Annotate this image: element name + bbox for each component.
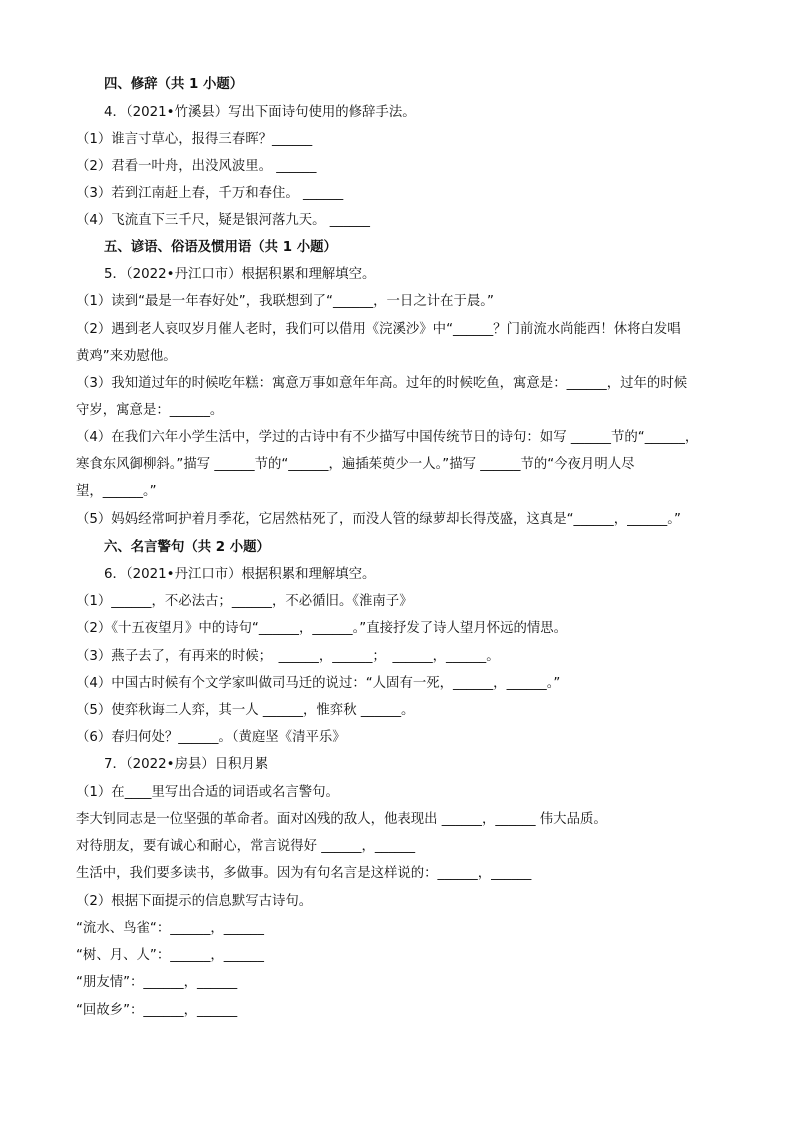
question-5-line-5: （5）妈妈经常呵护着月季花，它居然枯死了，而没人管的绿萝却长得茂盛，这真是“______，______。” [76, 512, 681, 527]
question-6-line-6: （6）春归何处？______。（黄庭坚《清平乐》 [76, 730, 346, 745]
question-7-line-6: “流水、鸟雀“：______，______ [76, 921, 264, 936]
question-4-item-2: （2）君看一叶舟，出没风波里。 ______ [76, 159, 317, 174]
section-heading-proverbs: 五、谚语、俗语及惯用语（共 1 小题） [104, 240, 337, 255]
question-6-line-1: （1）______，不必法古；______，不必循旧。《淮南子》 [76, 594, 413, 609]
question-4-item-3: （3）若到江南赶上春，千万和春住。 ______ [76, 186, 344, 201]
question-6-line-4: （4）中国古时候有个文学家叫做司马迁的说过：“人固有一死，______，______。” [76, 676, 561, 691]
question-5-line-3: （3）我知道过年的时候吃年糕：寓意万事如意年年高。过年的时候吃鱼，寓意是：______，过年的时候 [76, 376, 688, 391]
section-heading-quotes: 六、名言警句（共 2 小题） [104, 540, 270, 555]
question-6-line-2: （2）《十五夜望月》中的诗句“______，______。”直接抒发了诗人望月怀远的情思。 [76, 621, 568, 636]
question-5-line-2-cont: 黄鸡”来劝慰他。 [76, 349, 177, 364]
question-7-line-1: （1）在____里写出合适的词语或名言警句。 [76, 785, 339, 800]
question-6-stem: 6．（2021•丹江口市）根据积累和理解填空。 [104, 567, 376, 582]
question-7-line-7: “树、月、人”：______，______ [76, 948, 264, 963]
question-6-line-3: （3）燕子去了，有再来的时候； ______，______； ______，______。 [76, 649, 500, 664]
question-5-line-1: （1）读到“最是一年春好处”，我联想到了“______，一日之计在于晨。” [76, 294, 494, 309]
question-7-line-2: 李大钊同志是一位坚强的革命者。面对凶残的敌人，他表现出 ______，______ 伟大品质。 [76, 812, 607, 827]
question-4-item-4: （4）飞流直下三千尺，疑是银河落九天。 ______ [76, 213, 370, 228]
question-6-line-5: （5）使弈秋诲二人弈，其一人 ______，惟弈秋 ______。 [76, 703, 415, 718]
question-5-line-4: （4）在我们六年小学生活中，学过的古诗中有不少描写中国传统节日的诗句：如写 ______节的“______， [76, 430, 699, 445]
question-7-line-9: “回故乡”：______，______ [76, 1003, 238, 1018]
question-5-line-2: （2）遇到老人哀叹岁月催人老时，我们可以借用《浣溪沙》中“______？门前流水尚能西！休将白发唱 [76, 322, 681, 337]
question-5-stem: 5．（2022•丹江口市）根据积累和理解填空。 [104, 267, 376, 282]
section-heading-rhetoric: 四、修辞（共 1 小题） [104, 77, 244, 92]
question-5-line-4-end: 望，______。” [76, 484, 157, 499]
question-7-line-8: “朋友情”：______，______ [76, 975, 238, 990]
question-5-line-4-cont: 寒食东风御柳斜。”描写 ______节的“______，遍插茱萸少一人。”描写 ______节的“今夜月明人尽 [76, 457, 635, 472]
question-4-item-1: （1）谁言寸草心，报得三春晖？______ [76, 132, 313, 147]
question-4-stem: 4．（2021•竹溪县）写出下面诗句使用的修辞手法。 [104, 105, 416, 120]
question-7-stem: 7．（2022•房县）日积月累 [104, 757, 269, 772]
question-7-line-3: 对待朋友，要有诚心和耐心，常言说得好 ______，______ [76, 839, 416, 854]
question-7-line-5: （2）根据下面提示的信息默写古诗句。 [76, 894, 313, 909]
question-5-line-3-cont: 守岁，寓意是：______。 [76, 403, 224, 418]
question-7-line-4: 生活中，我们要多读书，多做事。因为有句名言是这样说的：______，______ [76, 866, 532, 881]
